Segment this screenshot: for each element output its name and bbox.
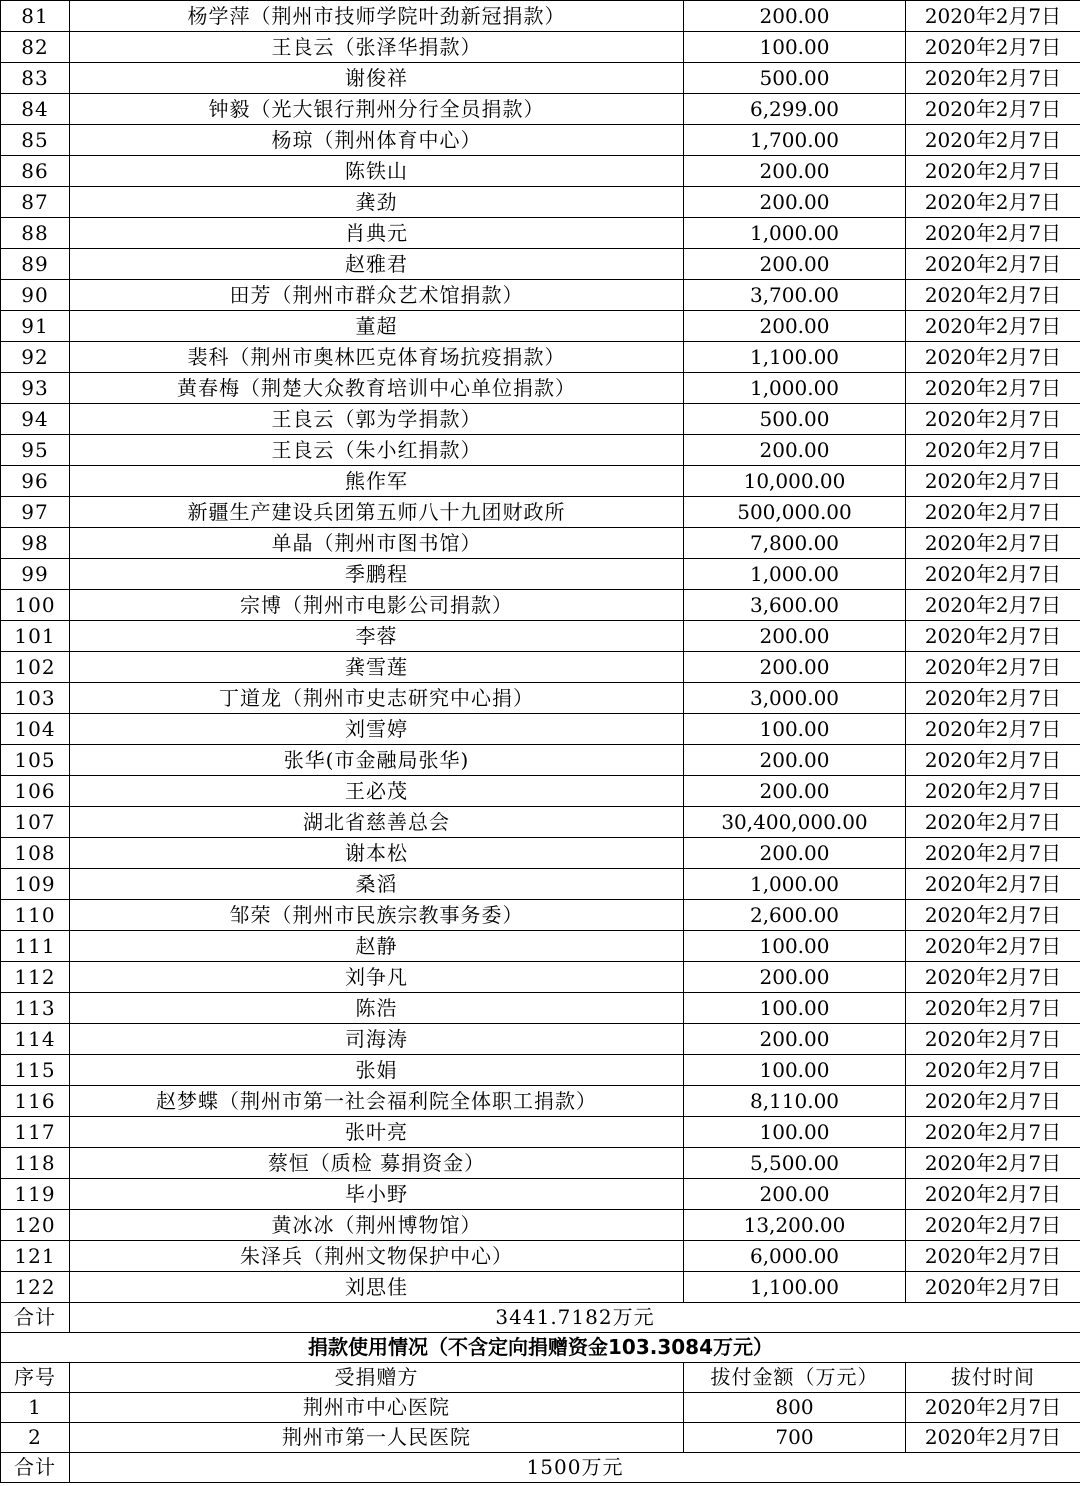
donation-no: 120 (1, 1210, 70, 1241)
donation-amount: 30,400,000.00 (684, 807, 906, 838)
donation-amount: 100.00 (684, 993, 906, 1024)
donation-amount: 200.00 (684, 962, 906, 993)
donation-donor: 董超 (70, 311, 684, 342)
donation-donor: 桑滔 (70, 869, 684, 900)
donation-date: 2020年2月7日 (906, 1272, 1080, 1303)
donation-donor: 毕小野 (70, 1179, 684, 1210)
usage-header-recipient: 受捐赠方 (70, 1363, 684, 1393)
donation-date: 2020年2月7日 (906, 559, 1080, 590)
donation-donor: 黄春梅（荆楚大众教育培训中心单位捐款） (70, 373, 684, 404)
donation-date: 2020年2月7日 (906, 993, 1080, 1024)
donation-date: 2020年2月7日 (906, 621, 1080, 652)
donation-no: 122 (1, 1272, 70, 1303)
donation-donor: 陈铁山 (70, 156, 684, 187)
donation-row (1, 528, 1080, 559)
donation-amount: 500.00 (684, 404, 906, 435)
donation-row (1, 559, 1080, 590)
usage-row (1, 1423, 1080, 1453)
donation-no: 102 (1, 652, 70, 683)
donation-amount: 6,000.00 (684, 1241, 906, 1272)
donation-row (1, 1055, 1080, 1086)
usage-total-row (1, 1453, 1080, 1483)
donation-row (1, 125, 1080, 156)
donation-date: 2020年2月7日 (906, 1148, 1080, 1179)
donation-no: 113 (1, 993, 70, 1024)
donation-row (1, 683, 1080, 714)
donation-donor: 邹荣（荆州市民族宗教事务委） (70, 900, 684, 931)
donation-donor: 谢俊祥 (70, 63, 684, 94)
donation-row (1, 838, 1080, 869)
donation-amount: 200.00 (684, 745, 906, 776)
donation-no: 101 (1, 621, 70, 652)
donation-no: 111 (1, 931, 70, 962)
donation-row (1, 342, 1080, 373)
donation-row (1, 1086, 1080, 1117)
donations-total-row (1, 1303, 1080, 1333)
donation-row (1, 1, 1080, 32)
donation-donor: 赵梦蝶（荆州市第一社会福利院全体职工捐款） (70, 1086, 684, 1117)
donation-donor: 谢本松 (70, 838, 684, 869)
donation-donor: 季鹏程 (70, 559, 684, 590)
donation-row (1, 1210, 1080, 1241)
donation-amount: 100.00 (684, 1117, 906, 1148)
donation-date: 2020年2月7日 (906, 497, 1080, 528)
donation-amount: 13,200.00 (684, 1210, 906, 1241)
donation-row (1, 1117, 1080, 1148)
donation-no: 89 (1, 249, 70, 280)
donation-no: 106 (1, 776, 70, 807)
donation-no: 118 (1, 1148, 70, 1179)
usage-total-label: 合计 (1, 1453, 70, 1483)
donation-no: 87 (1, 187, 70, 218)
donation-donor: 王良云（朱小红捐款） (70, 435, 684, 466)
donation-row (1, 1272, 1080, 1303)
donation-date: 2020年2月7日 (906, 1024, 1080, 1055)
donation-amount: 1,100.00 (684, 1272, 906, 1303)
donation-no: 117 (1, 1117, 70, 1148)
donation-date: 2020年2月7日 (906, 1055, 1080, 1086)
usage-date: 2020年2月7日 (906, 1423, 1080, 1453)
donation-date: 2020年2月7日 (906, 528, 1080, 559)
donation-date: 2020年2月7日 (906, 125, 1080, 156)
donation-row (1, 435, 1080, 466)
donation-donor: 刘争凡 (70, 962, 684, 993)
donation-no: 97 (1, 497, 70, 528)
donation-row (1, 32, 1080, 63)
donation-no: 107 (1, 807, 70, 838)
usage-recipient: 荆州市中心医院 (70, 1393, 684, 1423)
donation-no: 115 (1, 1055, 70, 1086)
donation-amount: 200.00 (684, 838, 906, 869)
donation-no: 84 (1, 94, 70, 125)
donation-no: 108 (1, 838, 70, 869)
donation-donor: 钟毅（光大银行荆州分行全员捐款） (70, 94, 684, 125)
donation-row (1, 1179, 1080, 1210)
donation-date: 2020年2月7日 (906, 1210, 1080, 1241)
donation-row (1, 497, 1080, 528)
usage-header-no: 序号 (1, 1363, 70, 1393)
donation-date: 2020年2月7日 (906, 187, 1080, 218)
donation-donor: 宗博（荆州市电影公司捐款） (70, 590, 684, 621)
donation-amount: 200.00 (684, 156, 906, 187)
donation-donor: 王必茂 (70, 776, 684, 807)
donation-no: 100 (1, 590, 70, 621)
donation-no: 93 (1, 373, 70, 404)
donation-date: 2020年2月7日 (906, 280, 1080, 311)
usage-total-value: 1500万元 (70, 1453, 1080, 1483)
donation-row (1, 63, 1080, 94)
usage-section-title: 捐款使用情况（不含定向捐赠资金103.3084万元） (1, 1333, 1080, 1363)
donation-amount: 10,000.00 (684, 466, 906, 497)
donation-amount: 3,000.00 (684, 683, 906, 714)
usage-date: 2020年2月7日 (906, 1393, 1080, 1423)
usage-header-row (1, 1363, 1080, 1393)
donation-row (1, 218, 1080, 249)
donation-amount: 7,800.00 (684, 528, 906, 559)
usage-recipient: 荆州市第一人民医院 (70, 1423, 684, 1453)
donation-row (1, 156, 1080, 187)
donation-amount: 200.00 (684, 249, 906, 280)
donation-date: 2020年2月7日 (906, 63, 1080, 94)
donation-row (1, 931, 1080, 962)
donation-amount: 3,700.00 (684, 280, 906, 311)
donation-date: 2020年2月7日 (906, 714, 1080, 745)
donation-no: 95 (1, 435, 70, 466)
total-label: 合计 (1, 1303, 70, 1333)
donation-donor: 裴科（荆州市奥林匹克体育场抗疫捐款） (70, 342, 684, 373)
donation-amount: 200.00 (684, 311, 906, 342)
donation-date: 2020年2月7日 (906, 869, 1080, 900)
usage-amount: 700 (684, 1423, 906, 1453)
donation-row (1, 993, 1080, 1024)
donation-date: 2020年2月7日 (906, 466, 1080, 497)
donation-date: 2020年2月7日 (906, 776, 1080, 807)
donation-amount: 8,110.00 (684, 1086, 906, 1117)
donation-row (1, 900, 1080, 931)
donation-amount: 1,000.00 (684, 373, 906, 404)
donation-amount: 2,600.00 (684, 900, 906, 931)
donation-donor: 新疆生产建设兵团第五师八十九团财政所 (70, 497, 684, 528)
donation-no: 116 (1, 1086, 70, 1117)
donation-amount: 200.00 (684, 187, 906, 218)
donation-no: 82 (1, 32, 70, 63)
donation-amount: 100.00 (684, 1055, 906, 1086)
donation-date: 2020年2月7日 (906, 838, 1080, 869)
donation-donor: 丁道龙（荆州市史志研究中心捐） (70, 683, 684, 714)
donation-donor: 陈浩 (70, 993, 684, 1024)
donation-amount: 200.00 (684, 776, 906, 807)
donation-row (1, 187, 1080, 218)
donation-row (1, 621, 1080, 652)
donation-amount: 200.00 (684, 1, 906, 32)
donation-amount: 200.00 (684, 621, 906, 652)
donation-date: 2020年2月7日 (906, 435, 1080, 466)
donation-donor: 王良云（郭为学捐款） (70, 404, 684, 435)
donation-donor: 王良云（张泽华捐款） (70, 32, 684, 63)
donation-row (1, 1148, 1080, 1179)
donation-date: 2020年2月7日 (906, 1086, 1080, 1117)
usage-header-amount: 拔付金额（万元） (684, 1363, 906, 1393)
donation-date: 2020年2月7日 (906, 590, 1080, 621)
donation-row (1, 94, 1080, 125)
donation-row (1, 466, 1080, 497)
donation-date: 2020年2月7日 (906, 962, 1080, 993)
donation-no: 105 (1, 745, 70, 776)
donation-amount: 500.00 (684, 63, 906, 94)
usage-no: 2 (1, 1423, 70, 1453)
donation-row (1, 404, 1080, 435)
donation-no: 121 (1, 1241, 70, 1272)
donation-donor: 刘思佳 (70, 1272, 684, 1303)
donation-no: 104 (1, 714, 70, 745)
donation-no: 99 (1, 559, 70, 590)
donation-donor: 龚劲 (70, 187, 684, 218)
donation-date: 2020年2月7日 (906, 373, 1080, 404)
donation-no: 81 (1, 1, 70, 32)
donation-date: 2020年2月7日 (906, 1117, 1080, 1148)
donation-donor: 单晶（荆州市图书馆） (70, 528, 684, 559)
donation-date: 2020年2月7日 (906, 652, 1080, 683)
donation-donor: 赵静 (70, 931, 684, 962)
donation-donor: 肖典元 (70, 218, 684, 249)
donation-no: 85 (1, 125, 70, 156)
donation-donor: 赵雅君 (70, 249, 684, 280)
donation-date: 2020年2月7日 (906, 32, 1080, 63)
donation-no: 90 (1, 280, 70, 311)
donation-amount: 5,500.00 (684, 1148, 906, 1179)
donation-donor: 蔡恒（质检 募捐资金） (70, 1148, 684, 1179)
donation-donor: 湖北省慈善总会 (70, 807, 684, 838)
donation-row (1, 807, 1080, 838)
donation-row (1, 311, 1080, 342)
donation-no: 98 (1, 528, 70, 559)
donation-donor: 张娟 (70, 1055, 684, 1086)
donation-amount: 200.00 (684, 1024, 906, 1055)
donation-row (1, 745, 1080, 776)
donation-date: 2020年2月7日 (906, 311, 1080, 342)
donation-no: 112 (1, 962, 70, 993)
donation-amount: 500,000.00 (684, 497, 906, 528)
donation-date: 2020年2月7日 (906, 1241, 1080, 1272)
donation-row (1, 869, 1080, 900)
donation-no: 114 (1, 1024, 70, 1055)
donation-amount: 200.00 (684, 435, 906, 466)
donation-date: 2020年2月7日 (906, 404, 1080, 435)
donation-no: 83 (1, 63, 70, 94)
donation-no: 103 (1, 683, 70, 714)
donation-date: 2020年2月7日 (906, 94, 1080, 125)
usage-row (1, 1393, 1080, 1423)
total-value: 3441.7182万元 (70, 1303, 1080, 1333)
donation-no: 92 (1, 342, 70, 373)
donation-row (1, 280, 1080, 311)
donation-row (1, 1024, 1080, 1055)
usage-amount: 800 (684, 1393, 906, 1423)
donation-amount: 200.00 (684, 1179, 906, 1210)
donation-date: 2020年2月7日 (906, 900, 1080, 931)
usage-no: 1 (1, 1393, 70, 1423)
donation-date: 2020年2月7日 (906, 1179, 1080, 1210)
donation-row (1, 962, 1080, 993)
donation-no: 91 (1, 311, 70, 342)
donation-date: 2020年2月7日 (906, 745, 1080, 776)
usage-header-date: 拔付时间 (906, 1363, 1080, 1393)
donation-date: 2020年2月7日 (906, 1, 1080, 32)
donation-no: 96 (1, 466, 70, 497)
donation-donor: 张华(市金融局张华) (70, 745, 684, 776)
donation-row (1, 590, 1080, 621)
donation-amount: 1,000.00 (684, 869, 906, 900)
donation-donor: 李蓉 (70, 621, 684, 652)
donation-donor: 熊作军 (70, 466, 684, 497)
donation-no: 119 (1, 1179, 70, 1210)
donation-row (1, 1241, 1080, 1272)
donation-donor: 田芳（荆州市群众艺术馆捐款） (70, 280, 684, 311)
donation-donor: 杨琼（荆州体育中心） (70, 125, 684, 156)
donation-donor: 龚雪莲 (70, 652, 684, 683)
donation-date: 2020年2月7日 (906, 218, 1080, 249)
donation-amount: 1,700.00 (684, 125, 906, 156)
donation-date: 2020年2月7日 (906, 931, 1080, 962)
donation-donor: 刘雪婷 (70, 714, 684, 745)
donation-donor: 黄冰冰（荆州博物馆） (70, 1210, 684, 1241)
donation-amount: 1,100.00 (684, 342, 906, 373)
donation-donor: 朱泽兵（荆州文物保护中心） (70, 1241, 684, 1272)
donation-row (1, 373, 1080, 404)
donation-amount: 1,000.00 (684, 559, 906, 590)
donation-row (1, 652, 1080, 683)
donation-no: 109 (1, 869, 70, 900)
donation-amount: 200.00 (684, 652, 906, 683)
donation-row (1, 249, 1080, 280)
donation-donor: 张叶亮 (70, 1117, 684, 1148)
donation-no: 110 (1, 900, 70, 931)
donation-amount: 3,600.00 (684, 590, 906, 621)
donation-donor: 司海涛 (70, 1024, 684, 1055)
donation-amount: 1,000.00 (684, 218, 906, 249)
donation-donor: 杨学萍（荆州市技师学院叶劲新冠捐款） (70, 1, 684, 32)
donation-no: 94 (1, 404, 70, 435)
donation-row (1, 714, 1080, 745)
donation-amount: 6,299.00 (684, 94, 906, 125)
donation-amount: 100.00 (684, 931, 906, 962)
donation-amount: 100.00 (684, 32, 906, 63)
donation-date: 2020年2月7日 (906, 156, 1080, 187)
donation-date: 2020年2月7日 (906, 683, 1080, 714)
donation-table-body (1, 1, 1080, 1483)
usage-section-title-row (1, 1333, 1080, 1363)
donation-row (1, 776, 1080, 807)
donation-no: 88 (1, 218, 70, 249)
donation-date: 2020年2月7日 (906, 807, 1080, 838)
donation-date: 2020年2月7日 (906, 342, 1080, 373)
donation-amount: 100.00 (684, 714, 906, 745)
donation-no: 86 (1, 156, 70, 187)
donation-date: 2020年2月7日 (906, 249, 1080, 280)
